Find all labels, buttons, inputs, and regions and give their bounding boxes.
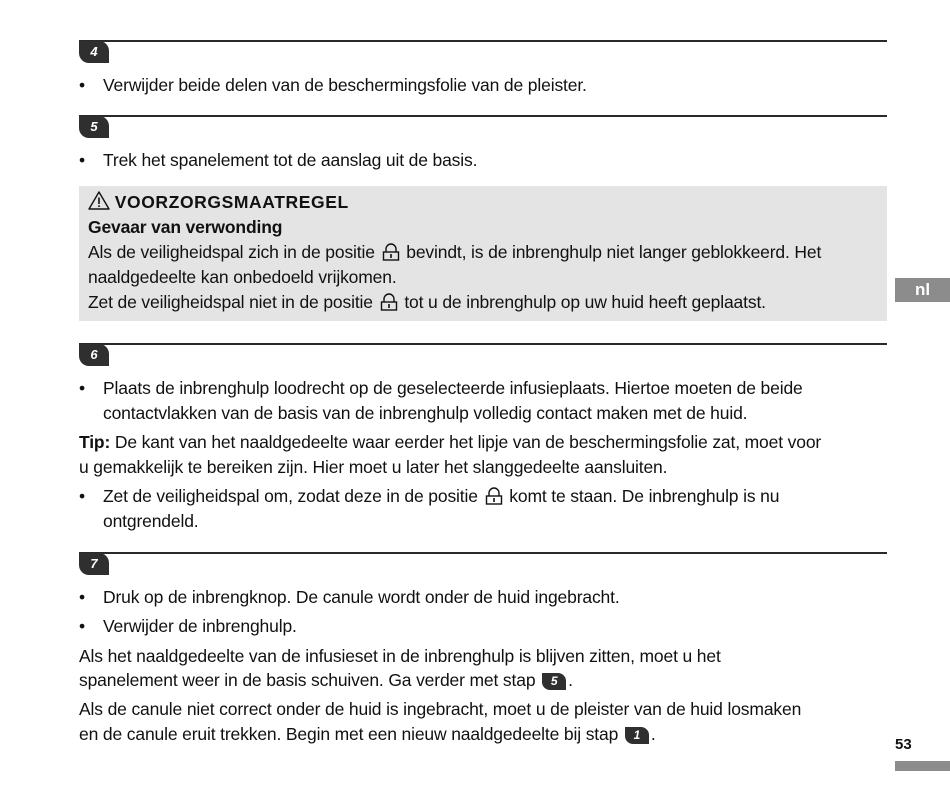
bullet-dot: •: [79, 616, 85, 636]
step-5-badge: 5: [79, 116, 109, 138]
precaution-title-line: [88, 190, 349, 214]
warning-triangle-icon: [88, 191, 110, 210]
unlocked-padlock-icon: [380, 293, 398, 311]
step-7-para-1-line-1: Als het naaldgedeelte van de infusieset in de inbrenghulp is blijven zitten, moet u het: [79, 646, 721, 666]
step-6-rule: [79, 343, 887, 345]
step-6-bullet-1-cont: contactvlakken van de basis van de inbrenghulp volledig contact maken met de huid.: [103, 403, 748, 423]
bullet-text: Druk op de inbrengknop. De canule wordt onder de huid ingebracht.: [103, 587, 620, 607]
step-6-tip-line-2: u gemakkelijk te bereiken zijn. Hier moet u later het slanggedeelte aansluiten.: [79, 457, 668, 477]
bullet-dot: •: [79, 587, 85, 607]
step-7-rule: [79, 552, 887, 554]
bullet-text: [103, 484, 779, 508]
bullet-text: Verwijder beide delen van de beschermingsfolie van de pleister.: [103, 75, 587, 95]
step-7-para-2-line-2: [79, 722, 656, 746]
language-tab: nl: [895, 278, 950, 302]
step-6-badge: 6: [79, 344, 109, 366]
step-reference-badge: 5: [542, 673, 566, 690]
step-7-badge: 7: [79, 553, 109, 575]
bullet-dot: •: [79, 486, 85, 506]
precaution-text: bevindt, is de inbrenghulp niet langer geblokkeerd. Het: [406, 242, 822, 262]
precaution-text: tot u de inbrenghulp op uw huid heeft geplaatst.: [404, 292, 766, 312]
step-reference-badge: 1: [625, 727, 649, 744]
precaution-text: Als de veiligheidspal zich in de positie: [88, 242, 375, 262]
step-7-para-1-line-2: [79, 668, 573, 692]
step-4-badge: 4: [79, 41, 109, 63]
precaution-title: VOORZORGSMAATREGEL: [114, 192, 349, 212]
unlocked-padlock-icon: [382, 243, 400, 261]
para-text: .: [650, 724, 656, 744]
bullet-dot: •: [79, 75, 85, 95]
bullet-text: Verwijder de inbrenghulp.: [103, 616, 297, 636]
unlocked-padlock-icon: [485, 487, 503, 505]
bullet-text-part: Zet de veiligheidspal om, zodat deze in de positie: [103, 486, 478, 506]
bullet-dot: •: [79, 150, 85, 170]
precaution-text: Zet de veiligheidspal niet in de positie: [88, 292, 373, 312]
step-7-para-2-line-1: Als de canule niet correct onder de huid is ingebracht, moet u de pleister van de huid losmaken: [79, 699, 802, 719]
bullet-text: Trek het spanelement tot de aanslag uit de basis.: [103, 150, 478, 170]
tip-label: Tip:: [79, 432, 111, 452]
precaution-line-3: [88, 290, 766, 314]
precaution-line-1: [88, 240, 821, 264]
para-text: .: [568, 670, 573, 690]
bullet-text-part: komt te staan. De inbrenghulp is nu: [509, 486, 780, 506]
precaution-line-2: naaldgedeelte kan onbedoeld vrijkomen.: [88, 267, 397, 287]
step-6-tip-line-1: [79, 430, 821, 454]
step-5-rule: [79, 115, 887, 117]
para-text: en de canule eruit trekken. Begin met een nieuw naaldgedeelte bij stap: [79, 724, 619, 744]
precaution-subtitle: Gevaar van verwonding: [88, 217, 283, 237]
step-6-bullet-2-cont: ontgrendeld.: [103, 511, 199, 531]
bullet-dot: •: [79, 378, 85, 398]
bullet-text: Plaats de inbrenghulp loodrecht op de geselecteerde infusieplaats. Hiertoe moeten de beide: [103, 378, 803, 398]
tip-text: De kant van het naaldgedeelte waar eerder het lipje van de beschermingsfolie zat, moet voor: [110, 432, 822, 452]
para-text: spanelement weer in de basis schuiven. Ga verder met stap: [79, 670, 536, 690]
page-number-bar: [895, 761, 950, 771]
page-number: 53: [895, 736, 912, 753]
step-4-rule: [79, 40, 887, 42]
